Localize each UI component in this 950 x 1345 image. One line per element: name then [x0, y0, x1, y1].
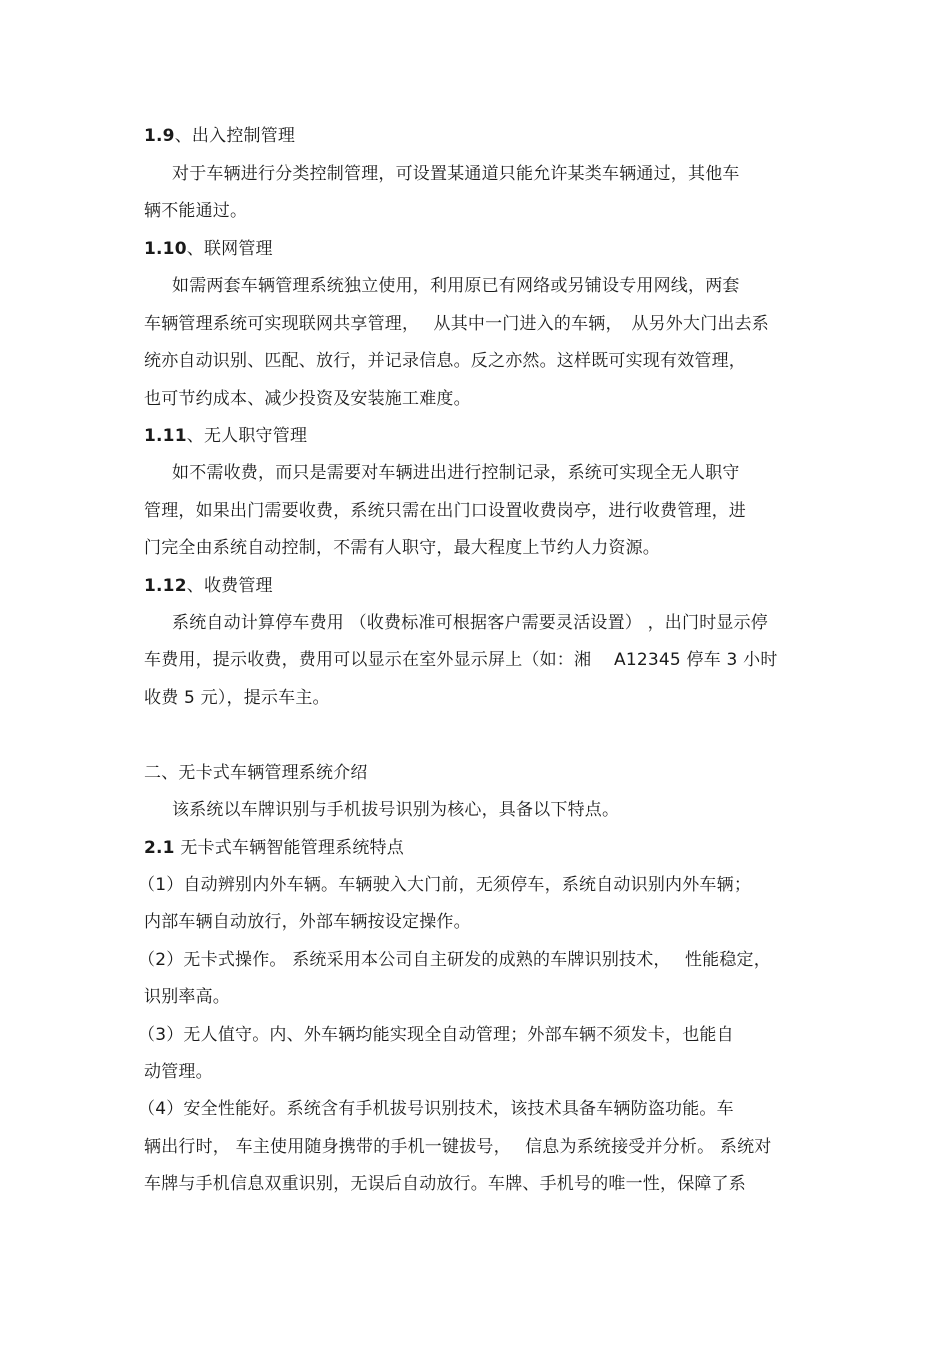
section-heading-1-12	[144, 575, 273, 597]
section-title: 无卡式车辆智能管理系统特点	[174, 838, 404, 858]
paragraph-line: 车费用，提示收费，费用可以显示在室外显示屏上（如：湘 A12345 停车 3 小时	[144, 650, 778, 670]
section-title: 、无人职守管理	[186, 426, 308, 446]
list-item-line: 识别率高。	[144, 987, 230, 1007]
list-item-line: （4）安全性能好。系统含有手机拔号识别技术，该技术具备车辆防盗功能。车	[138, 1099, 734, 1119]
paragraph-line: 门完全由系统自动控制，不需有人职守，最大程度上节约人力资源。	[144, 538, 660, 558]
section-title: 、联网管理	[186, 239, 273, 259]
paragraph-line: 对于车辆进行分类控制管理，可设置某通道只能允许某类车辆通过，其他车	[172, 164, 740, 184]
paragraph-line: 该系统以车牌识别与手机拔号识别为核心，具备以下特点。	[172, 800, 620, 820]
paragraph-line: 统亦自动识别、匹配、放行，并记录信息。反之亦然。这样既可实现有效管理，	[144, 351, 746, 371]
paragraph-line: 辆不能通过。	[144, 201, 248, 221]
paragraph-line: 车辆管理系统可实现联网共享管理， 从其中一门进入的车辆， 从另外大门出去系	[144, 314, 770, 334]
part-heading: 二、无卡式车辆管理系统介绍	[144, 763, 368, 783]
list-item-line: 车牌与手机信息双重识别，无误后自动放行。车牌、手机号的唯一性，保障了系	[144, 1174, 746, 1194]
list-item-line: （1）自动辨别内外车辆。车辆驶入大门前，无须停车，系统自动识别内外车辆；	[138, 875, 752, 895]
section-heading-2-1	[144, 837, 404, 859]
list-item-line: 辆出行时， 车主使用随身携带的手机一键拔号， 信息为系统接受并分析。 系统对	[144, 1137, 772, 1157]
paragraph-line: 如不需收费，而只是需要对车辆进出进行控制记录，系统可实现全无人职守	[172, 463, 740, 483]
paragraph-line: 系统自动计算停车费用 （收费标准可根据客户需要灵活设置） ，出门时显示停	[172, 613, 769, 633]
section-heading-1-10	[144, 238, 273, 260]
section-number: 1.9	[144, 126, 175, 146]
section-number: 1.11	[144, 426, 187, 446]
list-item-line: （2）无卡式操作。 系统采用本公司自主研发的成熟的车牌识别技术， 性能稳定，	[138, 950, 771, 970]
list-item-line: （3）无人值守。内、外车辆均能实现全自动管理；外部车辆不须发卡，也能自	[138, 1025, 734, 1045]
paragraph-line: 收费 5 元），提示车主。	[144, 688, 330, 708]
section-title: 、收费管理	[186, 576, 273, 596]
section-number: 2.1	[144, 838, 175, 858]
paragraph-line: 管理，如果出门需要收费，系统只需在出门口设置收费岗亭，进行收费管理，进	[144, 501, 746, 521]
section-heading-1-11	[144, 425, 307, 447]
section-number: 1.12	[144, 576, 187, 596]
paragraph-line: 也可节约成本、减少投资及安装施工难度。	[144, 389, 471, 409]
section-heading-1-9	[144, 125, 295, 147]
list-item-line: 内部车辆自动放行，外部车辆按设定操作。	[144, 912, 471, 932]
section-number: 1.10	[144, 239, 187, 259]
list-item-line: 动管理。	[144, 1062, 213, 1082]
section-title: 、出入控制管理	[174, 126, 296, 146]
paragraph-line: 如需两套车辆管理系统独立使用，利用原已有网络或另铺设专用网线，两套	[172, 276, 740, 296]
